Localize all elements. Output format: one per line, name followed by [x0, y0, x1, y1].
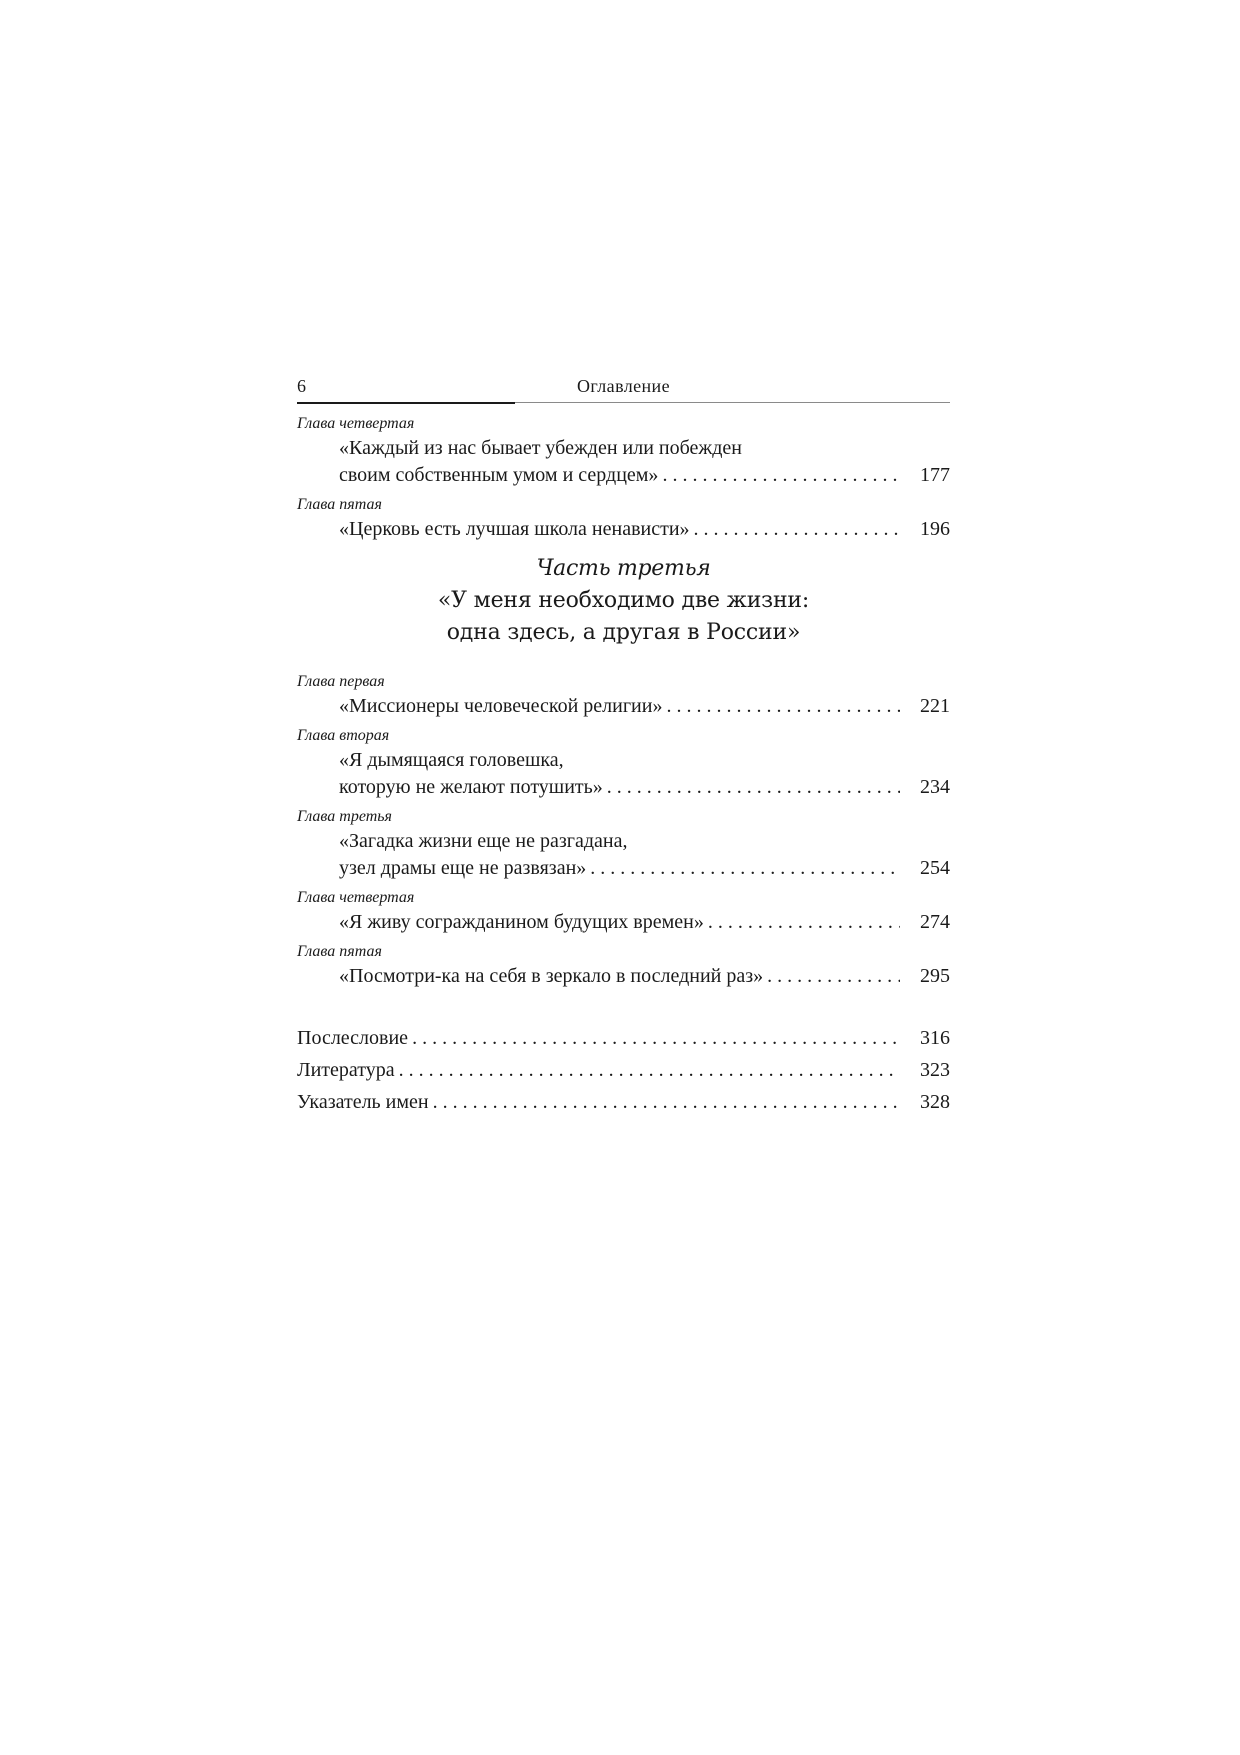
chapter-title-text: «Посмотри-ка на себя в зеркало в последний раз» [339, 965, 764, 987]
toc-entry [297, 941, 950, 990]
chapter-title [297, 963, 950, 990]
chapter-title-final-line [339, 774, 950, 801]
chapter-title-final-line [339, 909, 950, 936]
chapters-after [297, 671, 950, 990]
back-matter [297, 1022, 950, 1118]
chapter-title [297, 435, 950, 489]
page-ref: 221 [920, 695, 950, 717]
chapter-title-final-line [339, 855, 950, 882]
chapter-title [297, 828, 950, 882]
chapter-label: Глава четвертая [297, 415, 415, 432]
chapter-title-final-line [339, 963, 950, 990]
chapter-title [297, 909, 950, 936]
page-ref: 254 [920, 857, 950, 879]
part-title-line-1: «У меня необходимо две жизни: [437, 588, 810, 613]
back-matter-entry [297, 1086, 950, 1118]
chapter-title-text: своим собственным умом и сердцем» [339, 464, 659, 486]
chapter-label: Глава первая [297, 673, 385, 690]
chapter-label: Глава пятая [297, 496, 382, 513]
chapter-label: Глава третья [297, 808, 392, 825]
chapter-title-text: «Я живу согражданином будущих времен» [339, 911, 704, 933]
header-rule [297, 402, 950, 403]
toc-page [297, 374, 950, 1118]
page-ref: 274 [920, 911, 950, 933]
dot-leader [666, 693, 900, 720]
page-ref: 177 [920, 464, 950, 486]
table-of-contents [297, 413, 950, 1118]
running-title: Оглавление [577, 376, 670, 396]
toc-entry [297, 887, 950, 936]
chapter-title-line: «Я дымящаяся головешка, [339, 749, 564, 771]
chapter-label: Глава вторая [297, 727, 390, 744]
dot-leader [694, 516, 900, 543]
dot-leader [399, 1054, 900, 1086]
running-header [297, 374, 950, 402]
dot-leader [590, 855, 900, 882]
chapter-title-final-line [339, 693, 950, 720]
dot-leader [708, 909, 900, 936]
toc-entry [297, 725, 950, 801]
page-ref: 323 [920, 1059, 950, 1081]
page-ref: 328 [920, 1091, 950, 1113]
chapter-title-text: «Церковь есть лучшая школа ненависти» [339, 518, 690, 540]
chapter-title [297, 693, 950, 720]
page-ref: 316 [920, 1027, 950, 1049]
chapter-title [297, 516, 950, 543]
chapter-title-text: «Миссионеры человеческой религии» [339, 695, 663, 717]
back-matter-title: Литература [297, 1059, 395, 1081]
dot-leader [433, 1086, 900, 1118]
dot-leader [767, 963, 900, 990]
page-ref: 295 [920, 965, 950, 987]
chapter-title [297, 747, 950, 801]
page-ref: 196 [920, 518, 950, 540]
back-matter-entry [297, 1022, 950, 1054]
chapter-title-final-line [339, 462, 950, 489]
dot-leader [412, 1022, 900, 1054]
back-matter-title: Указатель имен [297, 1091, 429, 1113]
part-heading [297, 553, 950, 649]
part-title-line-2: одна здесь, а другая в России» [446, 620, 801, 645]
header-rule-accent [297, 402, 515, 404]
chapter-label: Глава четвертая [297, 889, 415, 906]
back-matter-entry [297, 1054, 950, 1086]
chapter-title-text: которую не желают потушить» [339, 776, 603, 798]
toc-entry [297, 671, 950, 720]
chapter-title-line: «Загадка жизни еще не разгадана, [339, 830, 628, 852]
dot-leader [607, 774, 900, 801]
page-ref: 234 [920, 776, 950, 798]
back-matter-title: Послесловие [297, 1027, 409, 1049]
toc-entry [297, 806, 950, 882]
dot-leader [662, 462, 900, 489]
chapter-title-final-line [339, 516, 950, 543]
chapter-title-line: «Каждый из нас бывает убежден или побежден [339, 437, 742, 459]
toc-entry [297, 494, 950, 543]
chapters-before [297, 413, 950, 543]
part-label: Часть третья [536, 556, 711, 581]
page-number: 6 [297, 376, 306, 396]
chapter-title-text: узел драмы еще не развязан» [339, 857, 587, 879]
toc-entry [297, 413, 950, 489]
chapter-label: Глава пятая [297, 943, 382, 960]
